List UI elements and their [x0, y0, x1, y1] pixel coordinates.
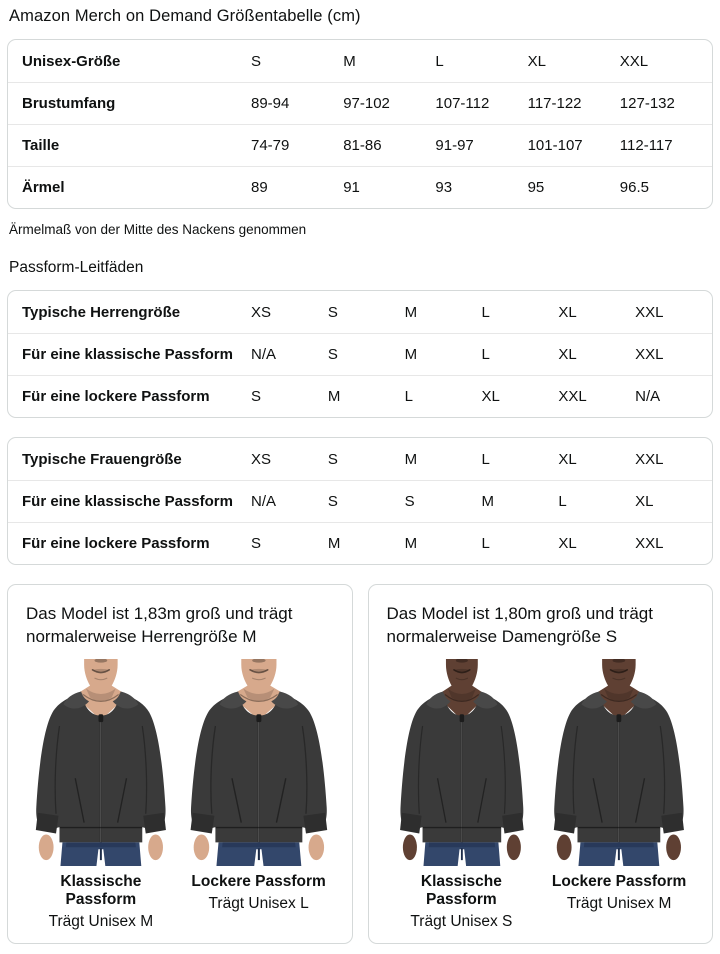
row-label: Typische Herrengröße — [22, 303, 181, 321]
female-model-classic-photo — [385, 659, 539, 866]
table-cell: M — [327, 535, 341, 552]
table-cell: M — [327, 388, 341, 405]
fit-label: Lockere Passform — [191, 872, 326, 890]
table-row — [8, 124, 712, 166]
table-cell: XXL — [635, 535, 664, 552]
table-cell: M — [404, 346, 418, 363]
table-cell: L — [481, 346, 490, 363]
col-header: XS — [251, 450, 272, 468]
table-cell: XL — [481, 388, 500, 405]
model-description: Das Model ist 1,80m groß und trägt normalerweise Damengröße S — [386, 604, 653, 647]
fit-label: Klassische Passform — [420, 872, 502, 908]
table-cell: 91 — [343, 179, 360, 196]
fit-label: Klassische Passform — [60, 872, 142, 908]
table-cell: L — [404, 388, 413, 405]
figure-caption — [542, 873, 696, 913]
row-label: Taille — [22, 137, 60, 154]
table-row — [8, 375, 712, 417]
loose-fit-figure — [182, 659, 336, 931]
male-model-illustration — [24, 659, 178, 866]
table-cell: L — [558, 493, 567, 510]
col-header: L — [435, 52, 444, 70]
col-header: S — [251, 52, 262, 70]
col-header: L — [481, 450, 490, 468]
col-header: XL — [558, 303, 577, 321]
size-label: Trägt Unisex M — [48, 912, 154, 930]
table-row — [8, 82, 712, 124]
unisex-size-table — [7, 39, 713, 209]
col-header: M — [343, 52, 356, 70]
size-label: Trägt Unisex S — [410, 912, 513, 930]
col-header: XS — [251, 303, 272, 321]
col-header: XL — [558, 450, 577, 468]
male-model-illustration — [178, 659, 339, 866]
table-cell: 91-97 — [435, 137, 474, 154]
figure-caption — [182, 873, 336, 913]
row-label: Ärmel — [22, 179, 65, 196]
table-cell: 93 — [435, 179, 453, 196]
row-label: Für eine klassische Passform — [22, 493, 233, 510]
table-cell: 89-94 — [251, 95, 290, 112]
table-cell: 97-102 — [343, 95, 390, 112]
row-label: Für eine lockere Passform — [22, 388, 210, 405]
table-cell: 89 — [251, 179, 268, 196]
table-cell: 95 — [527, 179, 545, 196]
table-cell: 127-132 — [619, 95, 675, 112]
fit-label: Lockere Passform — [551, 872, 687, 890]
col-header: L — [481, 303, 490, 321]
col-header: M — [404, 450, 418, 468]
table-cell: S — [327, 493, 338, 510]
col-header: S — [327, 450, 338, 468]
col-header: XXL — [619, 52, 649, 70]
figure-caption — [385, 873, 539, 931]
size-label: Trägt Unisex M — [566, 894, 672, 912]
table-cell: S — [327, 346, 338, 363]
model-cards-row — [7, 584, 713, 944]
table-cell: XL — [635, 493, 654, 510]
table-header-row — [8, 291, 712, 333]
womens-model-card — [368, 584, 714, 944]
row-label: Für eine klassische Passform — [22, 346, 233, 363]
table-row — [8, 166, 712, 208]
table-row — [8, 480, 712, 522]
table-cell: M — [481, 493, 494, 510]
classic-fit-figure — [385, 659, 539, 931]
table-cell: N/A — [635, 388, 661, 405]
loose-fit-figure — [542, 659, 696, 931]
table-row — [8, 522, 712, 564]
table-cell: XL — [558, 346, 577, 363]
table-cell: S — [251, 388, 262, 405]
table-cell: N/A — [251, 346, 277, 363]
model-description: Das Model ist 1,83m groß und trägt normalerweise Herrengröße M — [26, 604, 293, 647]
male-model-loose-photo — [182, 659, 336, 866]
col-header: S — [327, 303, 338, 321]
page-title: Amazon Merch on Demand Größentabelle (cm) — [9, 7, 361, 25]
table-row — [8, 333, 712, 375]
figure-caption — [24, 873, 178, 931]
table-cell: XXL — [558, 388, 587, 405]
col-header: XL — [527, 52, 546, 70]
row-label: Für eine lockere Passform — [22, 535, 210, 552]
col-header: XXL — [635, 303, 664, 321]
model-figures — [24, 659, 336, 931]
table-cell: 107-112 — [435, 95, 490, 112]
model-figures — [385, 659, 697, 931]
table-cell: 96.5 — [619, 179, 649, 196]
table-cell: S — [251, 535, 262, 552]
table-cell: 81-86 — [343, 137, 382, 154]
table-cell: XXL — [635, 346, 664, 363]
table-header-row — [8, 438, 712, 480]
table-cell: 117-122 — [527, 95, 582, 112]
col-header: M — [404, 303, 418, 321]
table-cell: L — [481, 535, 490, 552]
female-model-illustration — [542, 659, 696, 866]
table-cell: XL — [558, 535, 577, 552]
mens-fit-table — [7, 290, 713, 418]
female-model-loose-photo — [542, 659, 696, 866]
row-label: Brustumfang — [22, 95, 116, 112]
male-model-classic-photo — [24, 659, 178, 866]
row-label: Unisex-Größe — [22, 52, 121, 70]
female-model-illustration — [388, 659, 534, 866]
classic-fit-figure — [24, 659, 178, 931]
sleeve-measure-note: Ärmelmaß von der Mitte des Nackens genommen — [9, 222, 307, 237]
fit-guides-heading: Passform-Leitfäden — [9, 259, 144, 276]
table-cell: 112-117 — [619, 137, 673, 154]
size-label: Trägt Unisex L — [208, 894, 309, 912]
table-cell: 74-79 — [251, 137, 290, 154]
col-header: XXL — [635, 450, 664, 468]
table-cell: S — [404, 493, 415, 510]
table-cell: N/A — [251, 493, 277, 510]
table-cell: M — [404, 535, 418, 552]
row-label: Typische Frauengröße — [22, 450, 182, 468]
womens-fit-table — [7, 437, 713, 565]
mens-model-card — [7, 584, 353, 944]
table-header-row — [8, 40, 712, 82]
table-cell: 101-107 — [527, 137, 583, 154]
